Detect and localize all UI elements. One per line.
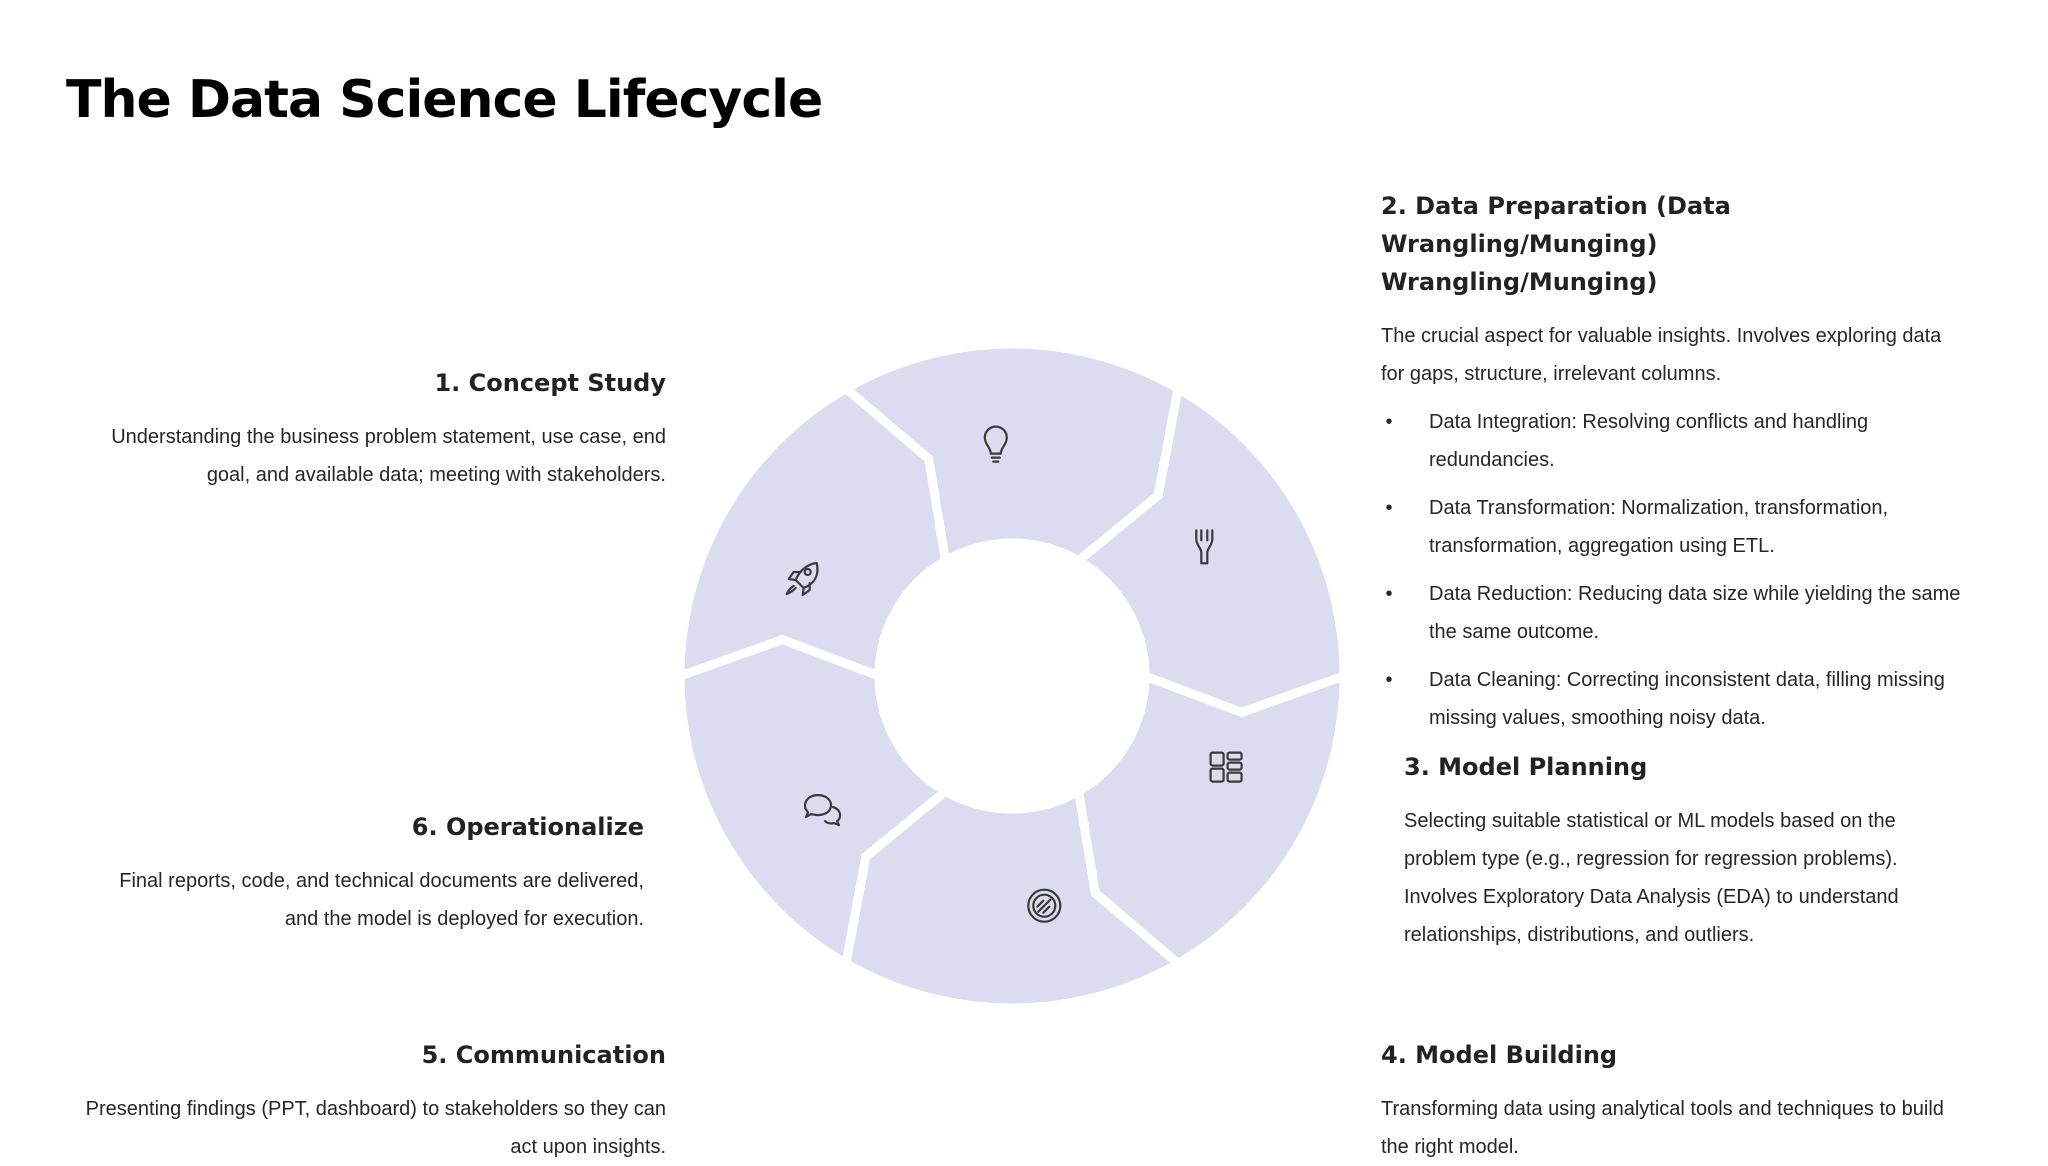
bullet-icon: • (1385, 669, 1393, 691)
list-item (1381, 489, 2001, 565)
bullet-text-line: transformation, aggregation using ETL. (1429, 535, 1775, 557)
step-body-line: The crucial aspect for valuable insights. Involves exploring data (1381, 325, 1942, 347)
bullet-icon: • (1385, 411, 1393, 433)
step-body-line: act upon insights. (510, 1136, 666, 1158)
list-item (1381, 661, 2001, 737)
step-data-preparation (1381, 187, 2001, 747)
bullet-icon: • (1385, 497, 1393, 519)
bullet-icon: • (1385, 583, 1393, 605)
step-body-line: Selecting suitable statistical or ML models based on the (1404, 810, 1896, 832)
bullet-text-line: the same outcome. (1429, 621, 1600, 643)
step-heading: 2. Data Preparation (Data Wrangling/Munging) (1381, 192, 1731, 258)
step-body-line: problem type (e.g., regression for regression problems). (1404, 848, 1898, 870)
bullet-text-line: redundancies. (1429, 449, 1555, 471)
step-concept-study (66, 364, 666, 494)
step-body-line: Understanding the business problem statement, use case, end (111, 426, 666, 448)
step-model-building (1381, 1036, 2001, 1166)
step-operationalize (66, 808, 644, 938)
cycle-segments (680, 344, 1344, 1008)
bullet-list (1381, 403, 2001, 737)
bullet-text-line: Data Cleaning: Correcting inconsistent data, filling missing (1429, 669, 1945, 691)
bullet-text-line: Data Integration: Resolving conflicts and handling (1429, 411, 1869, 433)
step-heading: 4. Model Building (1381, 1041, 1618, 1069)
step-body-line: for gaps, structure, irrelevant columns. (1381, 363, 1722, 385)
bullet-text-line: Data Transformation: Normalization, transformation, (1429, 497, 1889, 519)
target-icon (1028, 890, 1060, 922)
step-heading: Wrangling/Munging) (1381, 268, 1658, 296)
step-heading: 5. Communication (421, 1041, 666, 1069)
list-item (1381, 575, 2001, 651)
step-body-line: Transforming data using analytical tools and techniques to build (1381, 1098, 1944, 1120)
step-body-line: Final reports, code, and technical documents are delivered, (119, 870, 644, 892)
step-body-line: and the model is deployed for execution. (284, 908, 644, 930)
bullet-text-line: missing values, smoothing noisy data. (1429, 707, 1766, 729)
step-heading: 1. Concept Study (434, 369, 666, 397)
step-body-line: Presenting findings (PPT, dashboard) to stakeholders so they can (85, 1098, 666, 1120)
list-item (1381, 403, 2001, 479)
bullet-text-line: Data Reduction: Reducing data size while yielding the same (1429, 583, 1961, 605)
step-communication (46, 1036, 666, 1166)
page-title: The Data Science Lifecycle (66, 70, 823, 130)
step-heading: 6. Operationalize (411, 813, 644, 841)
step-heading: 3. Model Planning (1404, 753, 1648, 781)
step-body-line: goal, and available data; meeting with stakeholders. (206, 464, 666, 486)
step-body-line: the right model. (1381, 1136, 1519, 1158)
step-body-line: Involves Exploratory Data Analysis (EDA) to understand (1404, 886, 1899, 908)
step-body-line: relationships, distributions, and outliers. (1404, 924, 1755, 946)
step-model-planning (1404, 748, 2004, 954)
